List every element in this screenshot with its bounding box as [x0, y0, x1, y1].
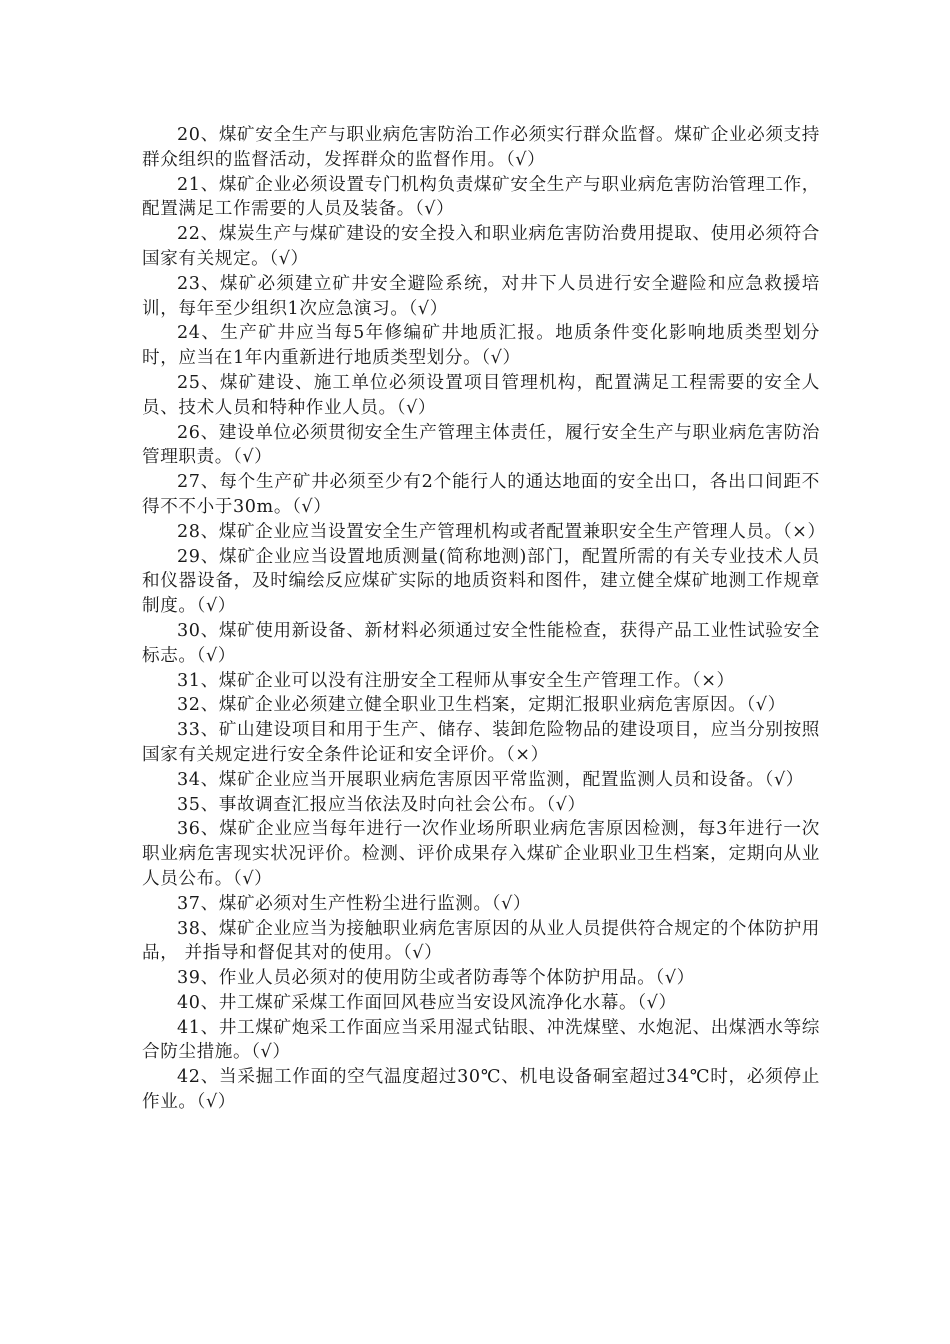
question-22: 22、煤炭生产与煤矿建设的安全投入和职业病危害防治费用提取、使用必须符合国家有关规定。（√）	[142, 224, 820, 269]
question-29: 29、煤矿企业应当设置地质测量(简称地测)部门，配置所需的有关专业技术人员和仪器设备，及时编绘反应煤矿实际的地质资料和图件，建立健全煤矿地测工作规章制度。（√）	[142, 546, 820, 617]
question-39: 39、作业人员必须对的使用防尘或者防毒等个体防护用品。（√）	[177, 968, 695, 989]
question-42: 42、当采掘工作面的空气温度超过30℃、机电设备硐室超过34℃时，必须停止作业。（√）	[142, 1067, 820, 1113]
question-33: 33、矿山建设项目和用于生产、储存、装卸危险物品的建设项目，应当分别按照国家有关规定进行安全条件论证和安全评价。（×）	[142, 720, 820, 765]
question-34: 34、煤矿企业应当开展职业病危害原因平常监测，配置监测人员和设备。（√）	[177, 769, 804, 790]
question-41: 41、井工煤矿炮采工作面应当采用湿式钻眼、冲洗煤壁、水炮泥、出煤洒水等综合防尘措施。（√）	[142, 1017, 820, 1063]
question-32: 32、煤矿企业必须建立健全职业卫生档案，定期汇报职业病危害原因。（√）	[177, 695, 786, 716]
question-35: 35、事故调查汇报应当依法及时向社会公布。（√）	[177, 794, 586, 815]
question-24: 24、生产矿井应当每5年修编矿井地质汇报。地质条件变化影响地质类型划分时，应当在1年内重新进行地质类型划分。（√）	[142, 323, 820, 369]
question-31: 31、煤矿企业可以没有注册安全工程师从事安全生产管理工作。（×）	[177, 670, 735, 691]
question-20: 20、煤矿安全生产与职业病危害防治工作必须实行群众监督。煤矿企业必须支持群众组织的监督活动，发挥群众的监督作用。（√）	[142, 125, 820, 170]
question-28: 28、煤矿企业应当设置安全生产管理机构或者配置兼职安全生产管理人员。（×）	[177, 521, 826, 542]
question-40: 40、井工煤矿采煤工作面回风巷应当安设风流净化水幕。（√）	[177, 992, 677, 1013]
question-21: 21、煤矿企业必须设置专门机构负责煤矿安全生产与职业病危害防治管理工作，配置满足工作需要的人员及装备。（√）	[142, 174, 820, 220]
question-26: 26、建设单位必须贯彻安全生产管理主体责任，履行安全生产与职业病危害防治管理职责。（√）	[142, 422, 820, 468]
question-30: 30、煤矿使用新设备、新材料必须通过安全性能检查，获得产品工业性试验安全标志。（√）	[142, 620, 820, 666]
question-37: 37、煤矿必须对生产性粉尘进行监测。（√）	[177, 893, 532, 914]
question-36: 36、煤矿企业应当每年进行一次作业场所职业病危害原因检测，每3年进行一次职业病危害现实状况评价。检测、评价成果存入煤矿企业职业卫生档案，定期向从业人员公布。（√）	[142, 819, 820, 889]
question-23: 23、煤矿必须建立矿井安全避险系统，对井下人员进行安全避险和应急救援培训，每年至少组织1次应急演习。（√）	[142, 273, 820, 319]
question-25: 25、煤矿建设、施工单位必须设置项目管理机构，配置满足工程需要的安全人员、技术人员和特种作业人员。（√）	[142, 372, 820, 418]
question-38: 38、煤矿企业应当为接触职业病危害原因的从业人员提供符合规定的个体防护用品， 并指导和督促其对的使用。（√）	[142, 918, 820, 964]
question-27: 27、每个生产矿井必须至少有2个能行人的通达地面的安全出口，各出口间距不得不不小于30m。（√）	[142, 472, 820, 517]
